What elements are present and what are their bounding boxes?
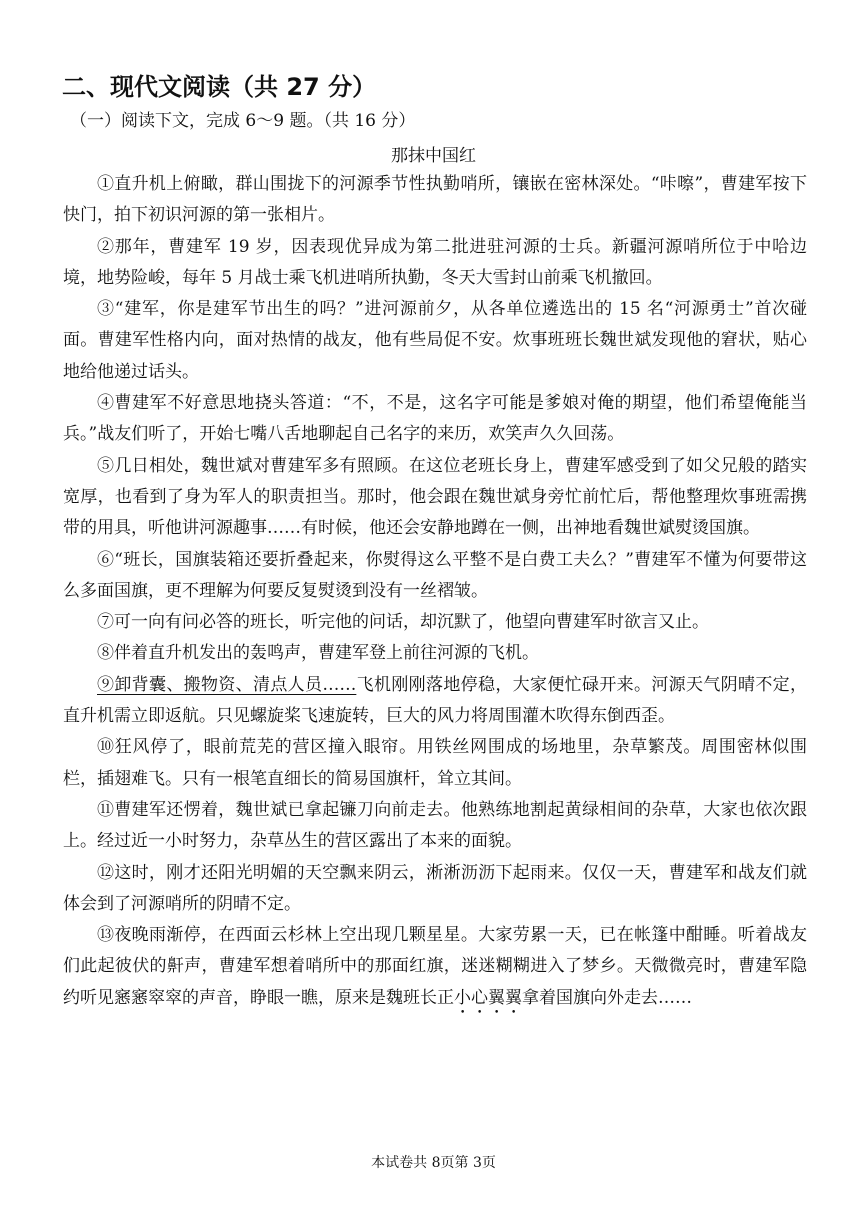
question-instruction: （一）阅读下文，完成 6～9 题。（共 16 分） [70, 111, 416, 131]
paragraph-5: ⑤几日相处，魏世斌对曹建军多有照顾。在这位老班长身上，曹建军感受到了如父兄般的踏实宽厚，也看到了身为军人的职责担当。那时，他会跟在魏世斌身旁忙前忙后，帮他整理炊事班需携带的用具，听他讲河源趣事……有时候，他还会安静地蹲在一侧，出神地看魏世斌熨烫国旗。 [63, 455, 807, 539]
paragraph-6: ⑥“班长，国旗装箱还要折叠起来，你熨得这么平整不是白费工夫么？”曹建军不懂为何要带这么多面国旗，更不理解为何要反复熨烫到没有一丝褶皱。 [63, 549, 807, 601]
essay-title: 那抹中国红 [391, 146, 476, 166]
essay-body [63, 169, 807, 1018]
paragraph-13-before: ⑬夜晚雨渐停，在西面云杉林上空出现几颗星星。大家劳累一天，已在帐篷中酣睡。听着战友们此起彼伏的鼾声，曹建军想着哨所中的那面红旗，迷迷糊糊进入了梦乡。天微微亮时，曹建军隐约听见窸窸窣窣的声音，睁眼一瞧，原来是魏班长正 [63, 925, 807, 1008]
section-heading: 二、现代文阅读（共 27 分） [62, 73, 377, 101]
paragraph-11: ⑪曹建军还愣着，魏世斌已拿起镰刀向前走去。他熟练地割起黄绿相间的杂草，大家也依次跟上。经过近一小时努力，杂草丛生的营区露出了本来的面貌。 [63, 799, 807, 852]
page-footer: 本试卷共 8页第 3页 [371, 1155, 496, 1171]
paragraph-9-rest: 飞机刚刚落地停稳，大家便忙碌开来。河源天气阴晴不定，直升机需立即返航。只见螺旋桨飞速旋转，巨大的风力将周围灌木吹得东倒西歪。 [63, 674, 808, 727]
paragraph-3: ③“建军，你是建军节出生的吗？”进河源前夕，从各单位遴选出的 15 名“河源勇士”首次碰面。曹建军性格内向，面对热情的战友，他有些局促不安。炊事班班长魏世斌发现他的窘状，贴心地给他递过话头。 [63, 299, 807, 382]
paragraph-4: ④曹建军不好意思地挠头答道：“不，不是，这名字可能是爹娘对俺的期望，他们希望俺能当兵。”战友们听了，开始七嘴八舌地聊起自己名字的来历，欢笑声久久回荡。 [63, 393, 807, 445]
paragraph-8: ⑧伴着直升机发出的轰鸣声，曹建军登上前往河源的飞机。 [97, 643, 539, 664]
paragraph-13 [63, 920, 807, 1018]
paragraph-1: ①直升机上俯瞰，群山围拢下的河源季节性执勤哨所，镶嵌在密林深处。“咔嚓”，曹建军按下快门，拍下初识河源的第一张相片。 [63, 174, 807, 226]
paragraph-2: ②那年，曹建军 19 岁，因表现优异成为第二批进驻河源的士兵。新疆河源哨所位于中哈边境，地势险峻，每年 5 月战士乘飞机进哨所执勤，冬天大雪封山前乘飞机撤回。 [63, 236, 807, 288]
underlined-sentence: ⑨卸背囊、搬物资、清点人员…… [97, 674, 357, 695]
emphasized-phrase: 小心翼翼 [454, 987, 522, 1008]
paragraph-13-after: 拿着国旗向外走去…… [522, 987, 692, 1008]
paragraph-7: ⑦可一向有问必答的班长，听完他的问话，却沉默了，他望向曹建军时欲言又止。 [97, 612, 709, 633]
paragraph-10: ⑩狂风停了，眼前荒芜的营区撞入眼帘。用铁丝网围成的场地里，杂草繁茂。周围密林似围栏，插翅难飞。只有一根笔直细长的简易国旗杆，耸立其间。 [63, 737, 807, 789]
paragraph-9 [63, 670, 807, 733]
paragraph-12: ⑫这时，刚才还阳光明媚的天空飘来阴云，淅淅沥沥下起雨来。仅仅一天，曹建军和战友们就体会到了河源哨所的阴晴不定。 [63, 862, 807, 914]
